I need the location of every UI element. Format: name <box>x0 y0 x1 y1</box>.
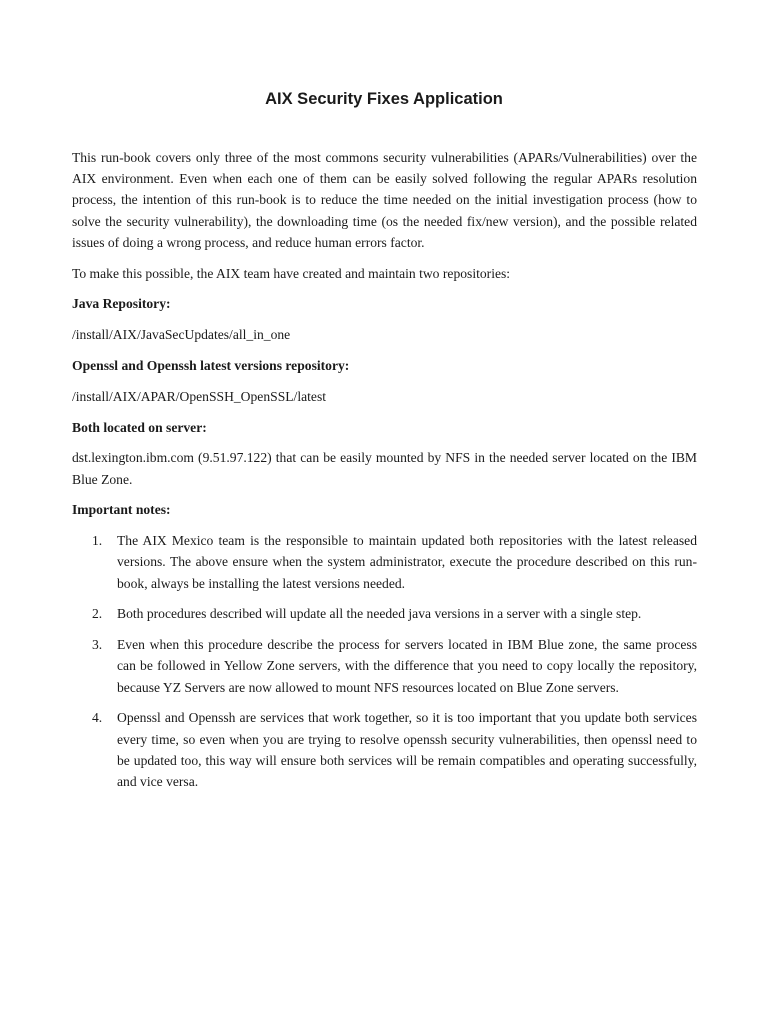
page-title: AIX Security Fixes Application <box>265 90 503 108</box>
intro-paragraph: This run-book covers only three of the most commons security vulnerabilities (APARs/Vulnerabilities) over the AIX environment. Even when each one of them can be easily solved following the regular APARs resolution process, the intention of this run-book is to reduce the time needed on the initial investigation process (how to solve the security vulnerability), the downloading time (os the needed fix/new version), and the possible related issues of doing a wrong process, and reduce human errors factor. <box>72 150 697 250</box>
server-label: Both located on server: <box>72 419 207 435</box>
list-item-number: 3. <box>92 637 103 653</box>
list-item <box>72 634 697 698</box>
list-item <box>72 530 697 594</box>
list-item-text: Both procedures described will update all the needed java versions in a server with a single step. <box>117 606 642 622</box>
list-item-number: 1. <box>92 533 103 549</box>
java-repository-label: Java Repository: <box>72 296 171 312</box>
java-repository-path: /install/AIX/JavaSecUpdates/all_in_one <box>72 327 291 343</box>
repositories-intro: To make this possible, the AIX team have created and maintain two repositories: <box>72 265 511 281</box>
list-item <box>72 603 697 624</box>
server-description: dst.lexington.ibm.com (9.51.97.122) that can be easily mounted by NFS in the needed server located on the IBM Blue Zone. <box>72 450 697 487</box>
important-notes-label: Important notes: <box>72 502 171 518</box>
list-item-number: 4. <box>92 710 103 726</box>
list-item-text: Even when this procedure describe the process for servers located in IBM Blue zone, the same process can be followed in Yellow Zone servers, with the difference that you need to copy locally the repository, because YZ Servers are now allowed to mount NFS resources located on Blue Zone servers. <box>117 637 697 695</box>
important-notes-list <box>72 530 697 792</box>
list-item-text: The AIX Mexico team is the responsible to maintain updated both repositories with the latest released versions. The above ensure when the system administrator, execute the procedure described on this run-book, always be installing the latest versions needed. <box>117 533 697 591</box>
list-item-text: Openssl and Openssh are services that work together, so it is too important that you update both services every time, so even when you are trying to resolve openssh security vulnerabilities, then openssl need to be updated too, this way will ensure both services will be remain compatibles and operating successfully, and vice versa. <box>117 710 697 789</box>
openssl-repository-path: /install/AIX/APAR/OpenSSH_OpenSSL/latest <box>72 388 327 404</box>
openssl-repository-label: Openssl and Openssh latest versions repository: <box>72 358 350 373</box>
document-body <box>72 147 697 802</box>
list-item-number: 2. <box>92 606 103 622</box>
list-item <box>72 707 697 792</box>
